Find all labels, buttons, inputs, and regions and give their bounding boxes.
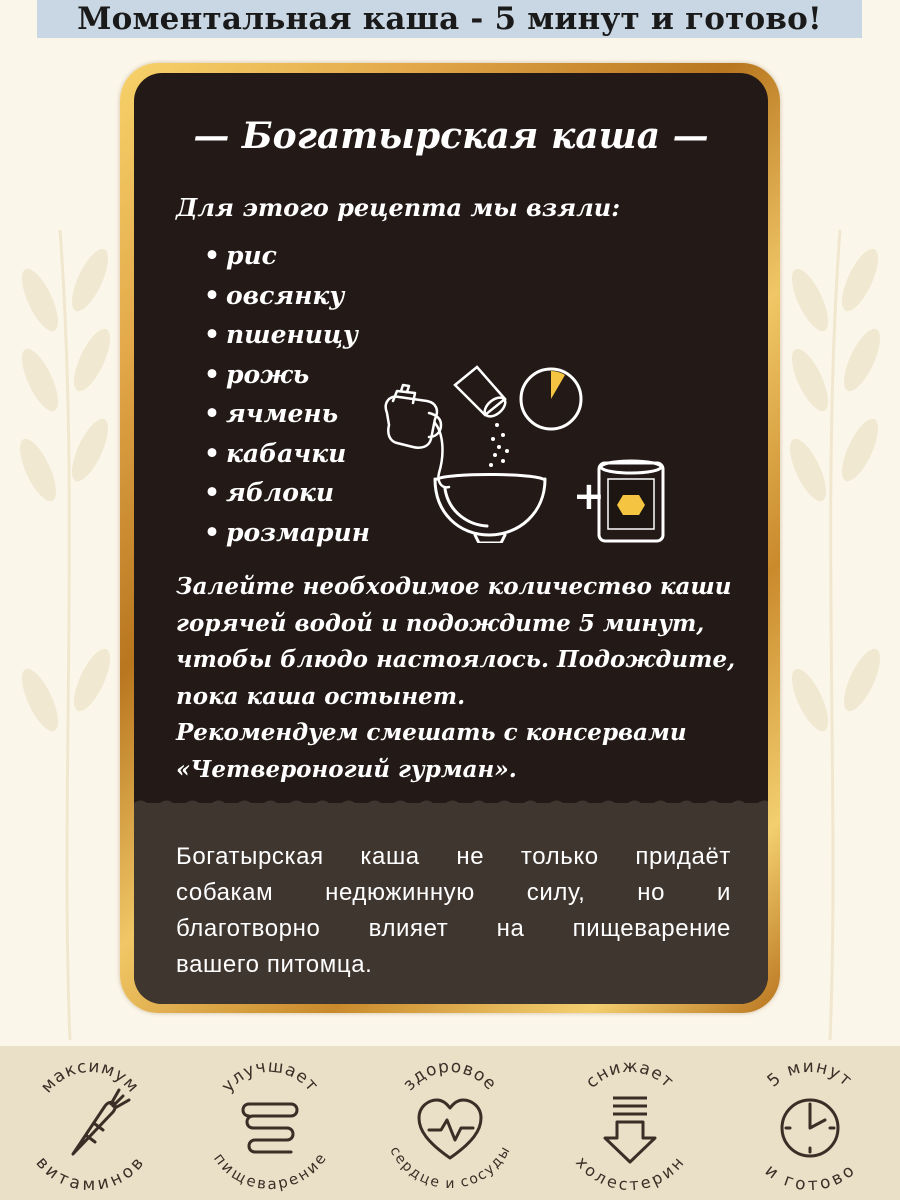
svg-text:здоровое <box>399 1057 500 1095</box>
badge-bottom-label: холестерин <box>572 1152 688 1195</box>
list-item <box>204 473 370 513</box>
ingredient-label: рис <box>225 241 277 270</box>
bullet-icon: • <box>204 399 220 428</box>
svg-text:холестерин <box>572 1153 688 1194</box>
svg-text:сердце и сосуды <box>387 1144 513 1192</box>
ingredient-label: рожь <box>225 359 310 389</box>
bullet-icon: • <box>204 280 220 310</box>
badge-cholesterol <box>555 1046 705 1200</box>
kettle-icon <box>386 385 449 487</box>
banner-title: Моментальная каша - 5 минут и готово! <box>77 1 822 37</box>
ingredient-label: розмарин <box>225 517 370 547</box>
badge-top-label: улучшает <box>217 1056 323 1097</box>
bullet-icon: • <box>204 478 220 507</box>
ingredient-label: овсянку <box>225 280 345 310</box>
heart-icon <box>419 1100 481 1158</box>
cup-icon <box>455 367 509 420</box>
svg-text:витаминов <box>32 1153 149 1195</box>
description-text <box>176 839 731 983</box>
list-item <box>204 276 370 316</box>
recipe-card <box>134 73 768 1004</box>
down-arrow-icon <box>605 1098 655 1162</box>
top-banner <box>37 0 862 38</box>
bullet-icon: • <box>204 320 220 349</box>
ingredient-label: пшеницу <box>225 320 358 349</box>
instruction-line: пока каша остынет. <box>176 682 466 710</box>
badge-five-minutes <box>735 1046 885 1200</box>
badge-bottom-label: пищеварение <box>209 1149 331 1194</box>
instruction-line: Залейте необходимое количество каши <box>176 573 732 600</box>
list-item <box>204 434 370 474</box>
can-icon <box>599 461 663 541</box>
instruction-line: Рекомендуем смешать с консервами <box>176 719 687 746</box>
instruction-line: горячей водой и подождите 5 минут, <box>176 609 705 637</box>
badge-digestion <box>195 1046 345 1200</box>
svg-text:снижает <box>582 1057 678 1092</box>
badge-bottom-label: и готово <box>761 1160 859 1196</box>
ingredients-list <box>204 236 370 552</box>
badge-top-label: здоровое <box>399 1056 501 1095</box>
svg-text:максимум <box>37 1057 143 1097</box>
bowl-icon <box>435 475 545 544</box>
ingredient-label: ячмень <box>225 399 339 428</box>
preparation-illustration <box>379 363 669 543</box>
list-item <box>204 315 370 355</box>
description-line: Богатырская каша не только придаёт <box>176 843 731 870</box>
badge-top-label: снижает <box>582 1056 678 1093</box>
svg-text:пищеварение <box>210 1150 330 1194</box>
instruction-line: «Четвероногий гурман». <box>176 755 517 783</box>
ingredients-intro: Для этого рецепта мы взяли: <box>176 193 621 222</box>
svg-text:улучшает <box>218 1056 323 1096</box>
ingredient-label: яблоки <box>225 478 335 507</box>
list-item <box>204 236 370 276</box>
plus-icon: + <box>573 474 605 518</box>
grain-particles <box>489 423 509 467</box>
badge-vitamins <box>15 1046 165 1200</box>
svg-text:и готово <box>761 1161 859 1196</box>
badge-heart <box>375 1046 525 1200</box>
list-item <box>204 355 370 395</box>
intestine-icon <box>243 1104 297 1152</box>
description-line: благотворно влияет на пищеварение <box>176 915 731 942</box>
description-line: собакам недюжинную силу, но и <box>176 879 731 906</box>
badge-top-label: максимум <box>36 1056 144 1098</box>
bullet-icon: • <box>204 438 220 468</box>
clock-icon <box>782 1100 838 1156</box>
timer-icon <box>521 369 581 429</box>
instructions-text <box>176 569 735 788</box>
badge-top-label: 5 минут <box>763 1056 857 1092</box>
badge-bottom-label: сердце и сосуды <box>386 1143 514 1192</box>
instruction-line: чтобы блюдо настоялось. Подождите, <box>176 646 736 673</box>
ingredient-label: кабачки <box>225 438 347 468</box>
svg-text:5 минут <box>764 1057 857 1092</box>
bullet-icon: • <box>204 359 220 389</box>
wave-divider <box>134 795 768 811</box>
list-item <box>204 513 370 553</box>
carrot-icon <box>73 1090 129 1154</box>
bullet-icon: • <box>204 517 220 547</box>
bullet-icon: • <box>204 241 220 270</box>
description-line: вашего питомца. <box>176 951 373 978</box>
list-item <box>204 394 370 434</box>
card-title: — Богатырская каша — <box>193 115 709 157</box>
badge-bottom-label: витаминов <box>31 1152 149 1196</box>
